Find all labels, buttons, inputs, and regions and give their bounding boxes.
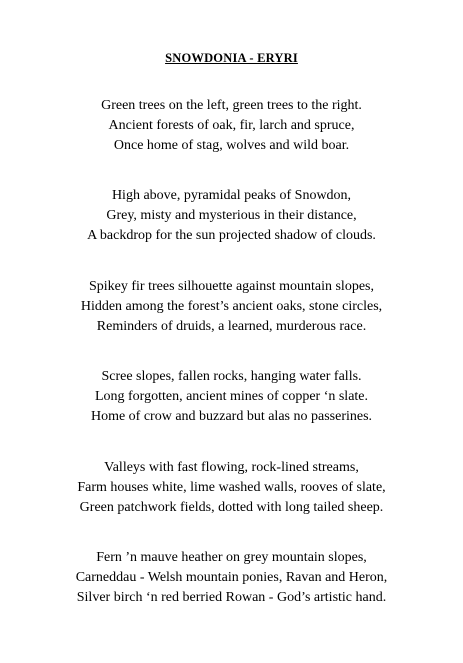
stanza-line: Fern ’n mauve heather on grey mountain slopes, (96, 550, 367, 565)
poem-title: SNOWDONIA - ERYRI (165, 51, 298, 65)
stanza-line: Spikey fir trees silhouette against mountain slopes, (88, 279, 374, 294)
stanza-line: Farm houses white, lime washed walls, rooves of slate, (77, 480, 386, 495)
stanza-line: Valleys with fast flowing, rock-lined streams, (104, 460, 359, 475)
stanza-line: A backdrop for the sun projected shadow of clouds. (87, 228, 376, 243)
stanza-line: Reminders of druids, a learned, murderous race. (96, 319, 367, 334)
stanza-4 (0, 367, 463, 427)
stanza-line: Green patchwork fields, dotted with long tailed sheep. (79, 500, 384, 515)
stanza-line: Long forgotten, ancient mines of copper ‘n slate. (94, 389, 369, 404)
stanza-line: Home of crow and buzzard but alas no passerines. (90, 409, 373, 424)
stanza-line: Ancient forests of oak, fir, larch and spruce, (108, 118, 355, 133)
stanza-line: Once home of stag, wolves and wild boar. (113, 138, 350, 153)
stanza-1 (0, 96, 463, 156)
stanza-line: High above, pyramidal peaks of Snowdon, (111, 188, 352, 203)
stanza-2 (0, 186, 463, 246)
stanza-5 (0, 458, 463, 518)
stanza-line: Silver birch ‘n red berried Rowan - God’s artistic hand. (76, 590, 387, 605)
stanza-6 (0, 548, 463, 608)
stanza-line: Carneddau - Welsh mountain ponies, Ravan and Heron, (75, 570, 388, 585)
stanza-line: Green trees on the left, green trees to the right. (101, 98, 362, 113)
stanza-3 (0, 277, 463, 337)
stanza-line: Scree slopes, fallen rocks, hanging water falls. (101, 369, 362, 384)
stanza-line: Grey, misty and mysterious in their distance, (106, 208, 357, 223)
stanza-line: Hidden among the forest’s ancient oaks, stone circles, (80, 299, 383, 314)
